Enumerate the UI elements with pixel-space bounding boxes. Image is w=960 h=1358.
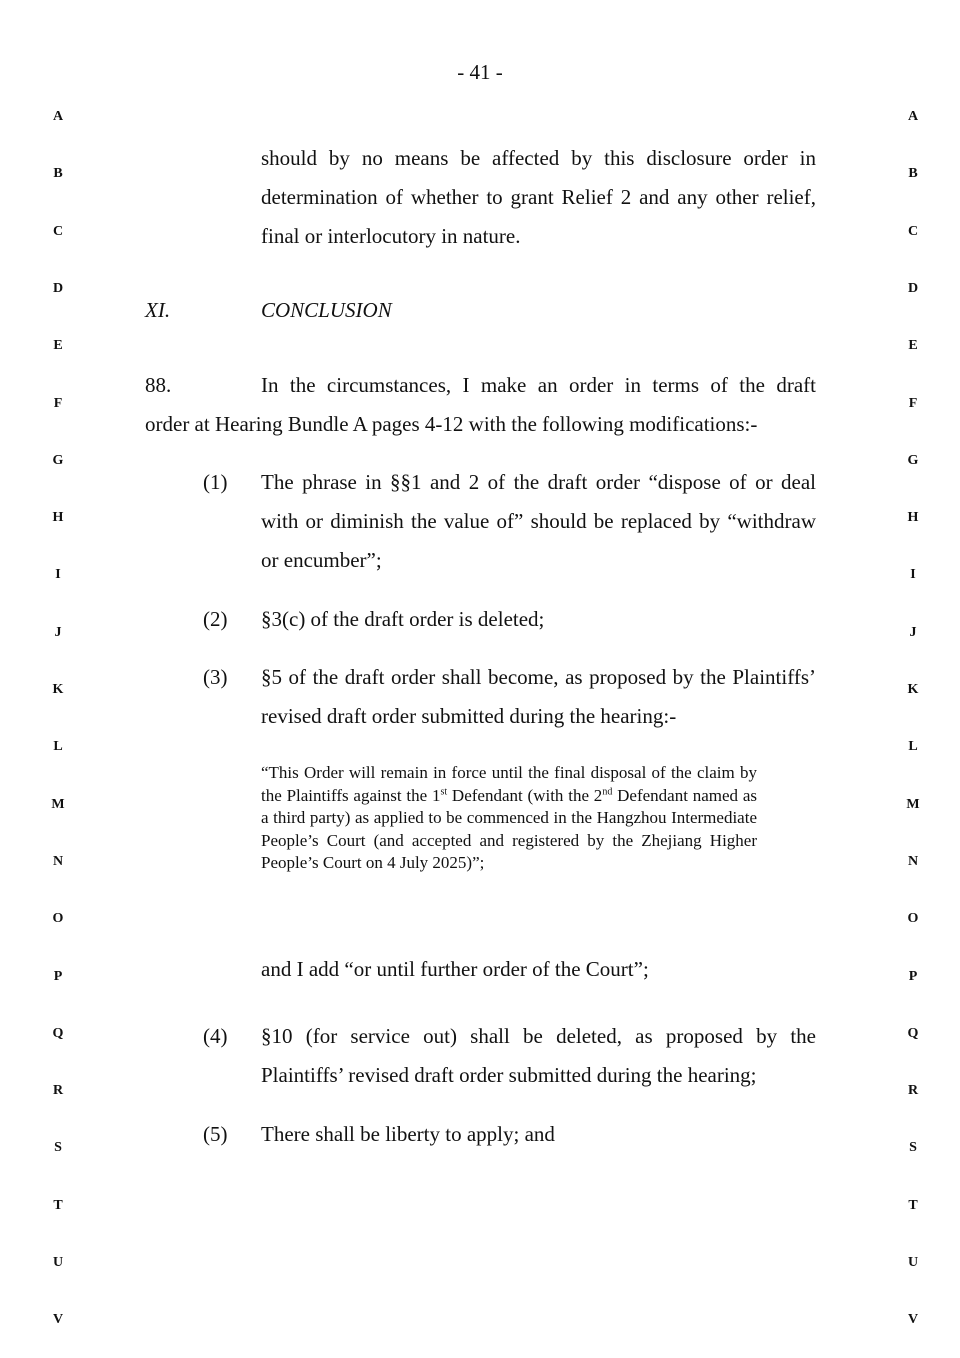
- margin-letter-left-p: P: [53, 968, 63, 984]
- quote-superscript: nd: [602, 785, 613, 797]
- paragraph-88-line1: In the circumstances, I make an order in terms of the draft: [261, 373, 816, 397]
- margin-letter-right-u: U: [907, 1255, 919, 1270]
- margin-letter-right-a: A: [907, 109, 919, 124]
- item-number: (5): [203, 1122, 228, 1146]
- item-number: (2): [203, 607, 228, 631]
- margin-letter-left-c: C: [52, 223, 64, 239]
- margin-letter-right-f: F: [908, 395, 918, 411]
- item-text: §3(c) of the draft order is deleted;: [261, 607, 545, 631]
- margin-letter-right-r: R: [907, 1083, 919, 1099]
- margin-letter-left-f: F: [53, 395, 63, 411]
- margin-letter-left-r: R: [52, 1083, 64, 1099]
- quote-text: “This Order will remain in force until the final disposal of the claim by the Plaintiffs against the 1: [261, 763, 757, 805]
- margin-letter-left-l: L: [53, 739, 63, 755]
- section-number: XI.: [145, 298, 171, 322]
- margin-letter-right-h: H: [907, 510, 919, 526]
- item-text: §5 of the draft order shall become, as proposed by the Plaintiffs’ revised draft order submitted during the hearing:-: [261, 665, 816, 728]
- margin-letter-left-i: I: [55, 567, 61, 583]
- margin-letter-left-e: E: [53, 338, 63, 354]
- margin-letter-right-i: I: [910, 567, 916, 583]
- margin-letter-left-m: M: [51, 796, 65, 812]
- quote-text: Defendant named as a third party) as applied to be commenced in the Hangzhou Intermediate People’s Court (and accepted and registered by the Zhejiang Higher People’s Court on 4 July 2025)”;: [261, 785, 758, 872]
- item-text: The phrase in §§1 and 2 of the draft order “dispose of or deal with or diminish the value of” should be replaced by “withdraw or encumber”;: [261, 470, 816, 572]
- paragraph-88-line2: order at Hearing Bundle A pages 4-12 with the following modifications:-: [145, 412, 758, 436]
- quote-text: Defendant (with the 2: [447, 785, 603, 805]
- left-margin-letters: [48, 0, 68, 1358]
- margin-letter-left-n: N: [52, 853, 64, 869]
- margin-letter-left-s: S: [54, 1140, 62, 1156]
- margin-letter-right-l: L: [908, 739, 918, 755]
- margin-letter-left-h: H: [52, 510, 64, 526]
- margin-letter-right-v: V: [907, 1312, 919, 1328]
- item-number: (3): [203, 665, 228, 689]
- margin-letter-right-s: S: [909, 1140, 917, 1156]
- quote-superscript: st: [440, 785, 448, 797]
- margin-letter-left-a: A: [52, 109, 64, 124]
- margin-letter-right-n: N: [907, 853, 919, 869]
- item-number: (1): [203, 470, 228, 494]
- margin-letter-right-j: J: [909, 624, 917, 640]
- margin-letter-right-k: K: [907, 682, 919, 697]
- margin-letter-left-g: G: [52, 452, 64, 468]
- page-number: - 41 -: [457, 60, 503, 84]
- margin-letter-left-v: V: [52, 1312, 64, 1328]
- margin-letter-left-b: B: [53, 166, 63, 182]
- margin-letter-right-e: E: [908, 338, 918, 354]
- margin-letter-right-p: P: [908, 968, 918, 984]
- margin-letter-right-t: T: [908, 1197, 918, 1213]
- margin-letter-left-j: J: [54, 624, 62, 640]
- item-number: (4): [203, 1024, 228, 1048]
- paragraph-number: 88.: [145, 373, 172, 397]
- margin-letter-right-o: O: [907, 911, 919, 927]
- margin-letter-right-c: C: [907, 223, 919, 239]
- item-text: §10 (for service out) shall be deleted, as proposed by the Plaintiffs’ revised draft order submitted during the hearing;: [261, 1024, 816, 1087]
- continuation-paragraph: should by no means be affected by this disclosure order in determination of whether to grant Relief 2 and any other relief, final or interlocutory in nature.: [261, 146, 816, 248]
- margin-letter-left-q: Q: [52, 1025, 64, 1041]
- margin-letter-right-g: G: [907, 452, 919, 468]
- margin-letter-right-q: Q: [907, 1025, 919, 1041]
- margin-letter-right-b: B: [908, 166, 918, 182]
- margin-letter-left-u: U: [52, 1255, 64, 1270]
- item-text: There shall be liberty to apply; and: [261, 1122, 555, 1146]
- section-title: CONCLUSION: [261, 298, 392, 322]
- margin-letter-right-m: M: [906, 796, 920, 812]
- margin-letter-left-d: D: [52, 280, 64, 296]
- item-3-addition: and I add “or until further order of the Court”;: [261, 957, 649, 981]
- margin-letter-right-d: D: [907, 280, 919, 296]
- margin-letter-left-k: K: [52, 682, 64, 697]
- margin-letter-left-t: T: [53, 1197, 63, 1213]
- right-margin-letters: [903, 0, 923, 1358]
- margin-letter-left-o: O: [52, 911, 64, 927]
- block-quote: [261, 762, 757, 875]
